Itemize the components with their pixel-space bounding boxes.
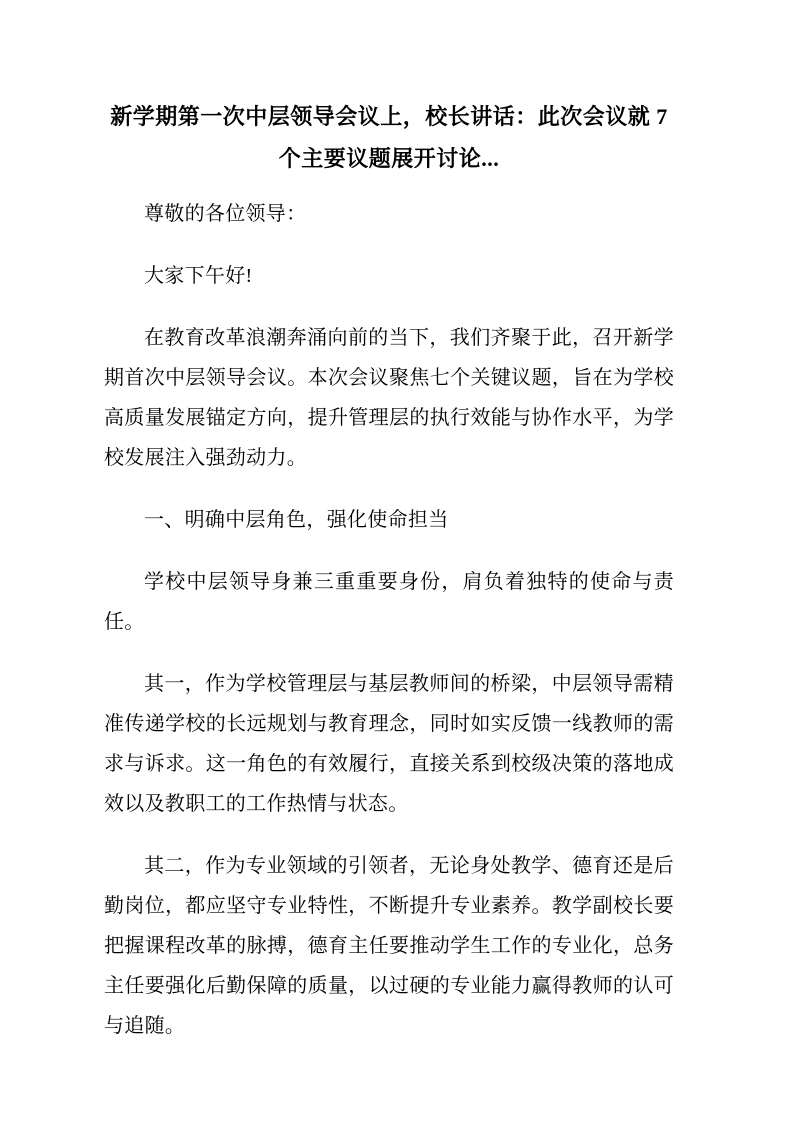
document-title: 新学期第一次中层领导会议上，校长讲话：此次会议就 7 个主要议题展开讨论... [110, 104, 668, 171]
paragraph-middle-roles: 学校中层领导身兼三重重要身份，肩负着独特的使命与责任。 [104, 571, 674, 633]
paragraph-intro: 在教育改革浪潮奔涌向前的当下，我们齐聚于此，召开新学期首次中层领导会议。本次会议聚焦七个关键议题，旨在为学校高质量发展锚定方向，提升管理层的执行效能与协作水平，为学校发展注入强劲动力。 [104, 327, 674, 469]
section-heading-1: 一、明确中层角色，强化使命担当 [144, 509, 449, 531]
paragraph-role-professional: 其二，作为专业领域的引领者，无论身处教学、德育还是后勤岗位，都应坚守专业特性，不断提升专业素养。教学副校长要把握课程改革的脉搏，德育主任要推动学生工作的专业化，总务主任要强化后勤保障的质量，以过硬的专业能力赢得教师的认可与追随。 [104, 855, 674, 1037]
paragraph-greeting: 大家下午好! [144, 265, 253, 287]
paragraph-salutation: 尊敬的各位领导： [144, 203, 307, 225]
paragraph-role-bridge: 其一，作为学校管理层与基层教师间的桥梁，中层领导需精准传递学校的长远规划与教育理念，同时如实反馈一线教师的需求与诉求。这一角色的有效履行，直接关系到校级决策的落地成效以及教职工的工作热情与状态。 [104, 673, 674, 815]
